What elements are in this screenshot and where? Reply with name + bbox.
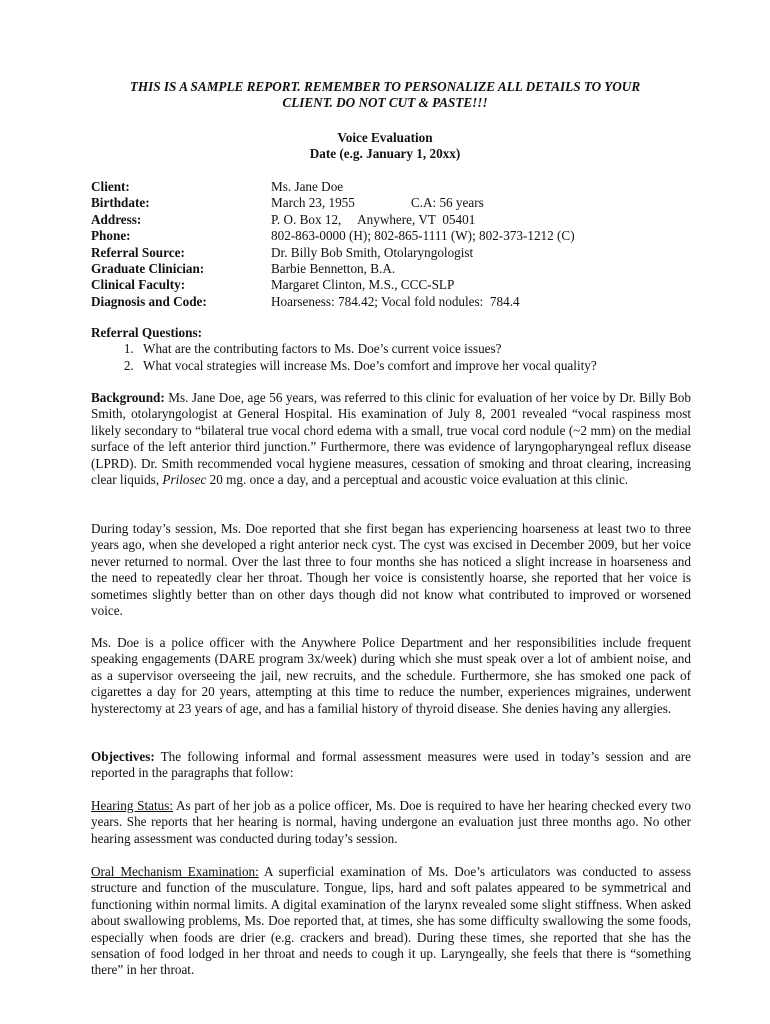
info-row-diagnosis: [91, 294, 711, 310]
background-heading: Background:: [91, 390, 165, 405]
info-label: Diagnosis and Code:: [91, 293, 207, 309]
info-label: Birthdate:: [91, 195, 150, 211]
sample-warning: [80, 79, 690, 112]
background-text: Ms. Jane Doe, age 56 years, was referred to this clinic for evaluation of her voice by Dr. Billy Bob Smith, otolaryngologist at General Hospital. His examination of July 8, 2001 revealed “vocal raspiness most likely secondary to “bilateral true vocal chord edema with a small, true vocal cord nodule (~2 mm) on the medial surface of the left anterior third junction.” Furthermore, there was evidence of laryngopharyngeal reflux disease (LPRD). Dr. Smith recommended vocal hygiene measures, cessation of smoking and throat clearing, increasing clear liquids,: [91, 390, 691, 488]
info-label: Referral Source:: [91, 244, 185, 260]
info-label: Graduate Clinician:: [91, 260, 205, 276]
objectives-text: The following informal and formal assessment measures were used in today’s session and are reported in the paragraphs that follow:: [91, 749, 691, 781]
medication-name: Prilosec: [162, 472, 207, 488]
chronological-age: C.A: 56 years: [410, 195, 484, 211]
background-text-end: 20 mg. once a day, and a perceptual and acoustic voice evaluation at this clinic.: [206, 472, 629, 488]
info-row-clinical-faculty: [91, 277, 711, 293]
list-item: 2. What vocal strategies will increase Ms. Doe’s comfort and improve her vocal quality?: [137, 358, 691, 374]
background-paragraph: [91, 390, 691, 488]
oral-mechanism-heading: Oral Mechanism Examination:: [91, 864, 259, 879]
client-info-table: [91, 179, 711, 310]
oral-mechanism-paragraph: [91, 864, 691, 979]
info-label: Clinical Faculty:: [91, 277, 186, 293]
title-line-2: Date (e.g. January 1, 20xx): [309, 146, 461, 162]
info-value: P. O. Box 12, Anywhere, VT 05401: [271, 211, 476, 227]
info-value: Margaret Clinton, M.S., CCC-SLP: [271, 277, 455, 293]
info-row-address: [91, 212, 711, 228]
warning-line-2: CLIENT. DO NOT CUT & PASTE!!!: [282, 95, 488, 111]
list-item: 1. What are the contributing factors to Ms. Doe’s current voice issues?: [137, 341, 691, 357]
info-label: Address:: [91, 211, 142, 227]
hearing-status-paragraph: [91, 798, 691, 847]
info-value: Barbie Bennetton, B.A.: [271, 260, 396, 276]
birthdate-value: March 23, 1955: [271, 195, 355, 211]
objectives-heading: Objectives:: [91, 749, 155, 764]
warning-line-1: THIS IS A SAMPLE REPORT. REMEMBER TO PERSONALIZE ALL DETAILS TO YOUR: [129, 79, 641, 94]
info-row-phone: [91, 228, 711, 244]
info-value: Hoarseness: 784.42; Vocal fold nodules: 784.4: [271, 293, 520, 309]
referral-questions: [91, 325, 691, 374]
referral-questions-heading: Referral Questions:: [91, 325, 202, 340]
info-label: Phone:: [91, 228, 131, 244]
hearing-status-text: As part of her job as a police officer, Ms. Doe is required to have her hearing checked every two years. She reports that her hearing is normal, having undergone an evaluation just three months ago. No other hearing assessment was conducted during today’s session.: [91, 798, 691, 846]
info-label: Client:: [91, 179, 130, 194]
hearing-status-heading: Hearing Status:: [91, 798, 174, 813]
info-row-client: [91, 179, 711, 195]
occupation-history-paragraph: Ms. Doe is a police officer with the Anywhere Police Department and her responsibilities include frequent speaking engagements (DARE program 3x/week) during which she must speak over a lot of ambient noise, and as a supervisor overseeing the jail, new recruits, and the schedule. Furthermore, she has smoked one pack of cigarettes a day for 20 years, attempting at this time to reduce the number, experiences migraines, underwent hysterectomy at 23 years of age, and has a familial history of thyroid disease. She denies having any allergies.: [91, 635, 691, 716]
info-row-birthdate: [91, 195, 711, 211]
objectives-paragraph: [91, 749, 691, 782]
info-row-graduate-clinician: [91, 261, 711, 277]
info-value: Ms. Jane Doe: [271, 179, 344, 194]
info-value: 802-863-0000 (H); 802-865-1111 (W); 802-373-1212 (C): [271, 228, 575, 244]
info-value: [271, 195, 484, 211]
oral-mechanism-text: A superficial examination of Ms. Doe’s articulators was conducted to assess structure and function of the musculature. Tongue, lips, hard and soft palates appeared to be symmetrical and functioning within normal limits. A digital examination of the larynx revealed some slight stiffness. When asked about swallowing problems, Ms. Doe reported that, at times, she has some difficulty swallowing the some foods, especially when foods are drier (e.g. crackers and bread). During these times, she reported that she has the sensation of food lodged in her throat and needs to cough it up. Laryngeally, she feels that there is “something there” in her throat.: [91, 864, 691, 978]
referral-questions-list: [91, 341, 691, 374]
report-title: [80, 130, 690, 163]
info-row-referral-source: [91, 245, 711, 261]
session-history-paragraph: During today’s session, Ms. Doe reported that she first began has experiencing hoarseness at least two to three years ago, when she developed a right anterior neck cyst. The cyst was excised in December 2009, but her voice never returned to normal. Over the last three to four months she has noticed a slight increase in hoarseness and the need to repeatedly clear her throat. Though her voice is consistently hoarse, she reported that her voice is sometimes slightly better than on other days though did not know what contributed to improved or worsened voice.: [91, 521, 691, 619]
info-value: Dr. Billy Bob Smith, Otolaryngologist: [271, 244, 474, 260]
title-line-1: Voice Evaluation: [337, 130, 433, 145]
